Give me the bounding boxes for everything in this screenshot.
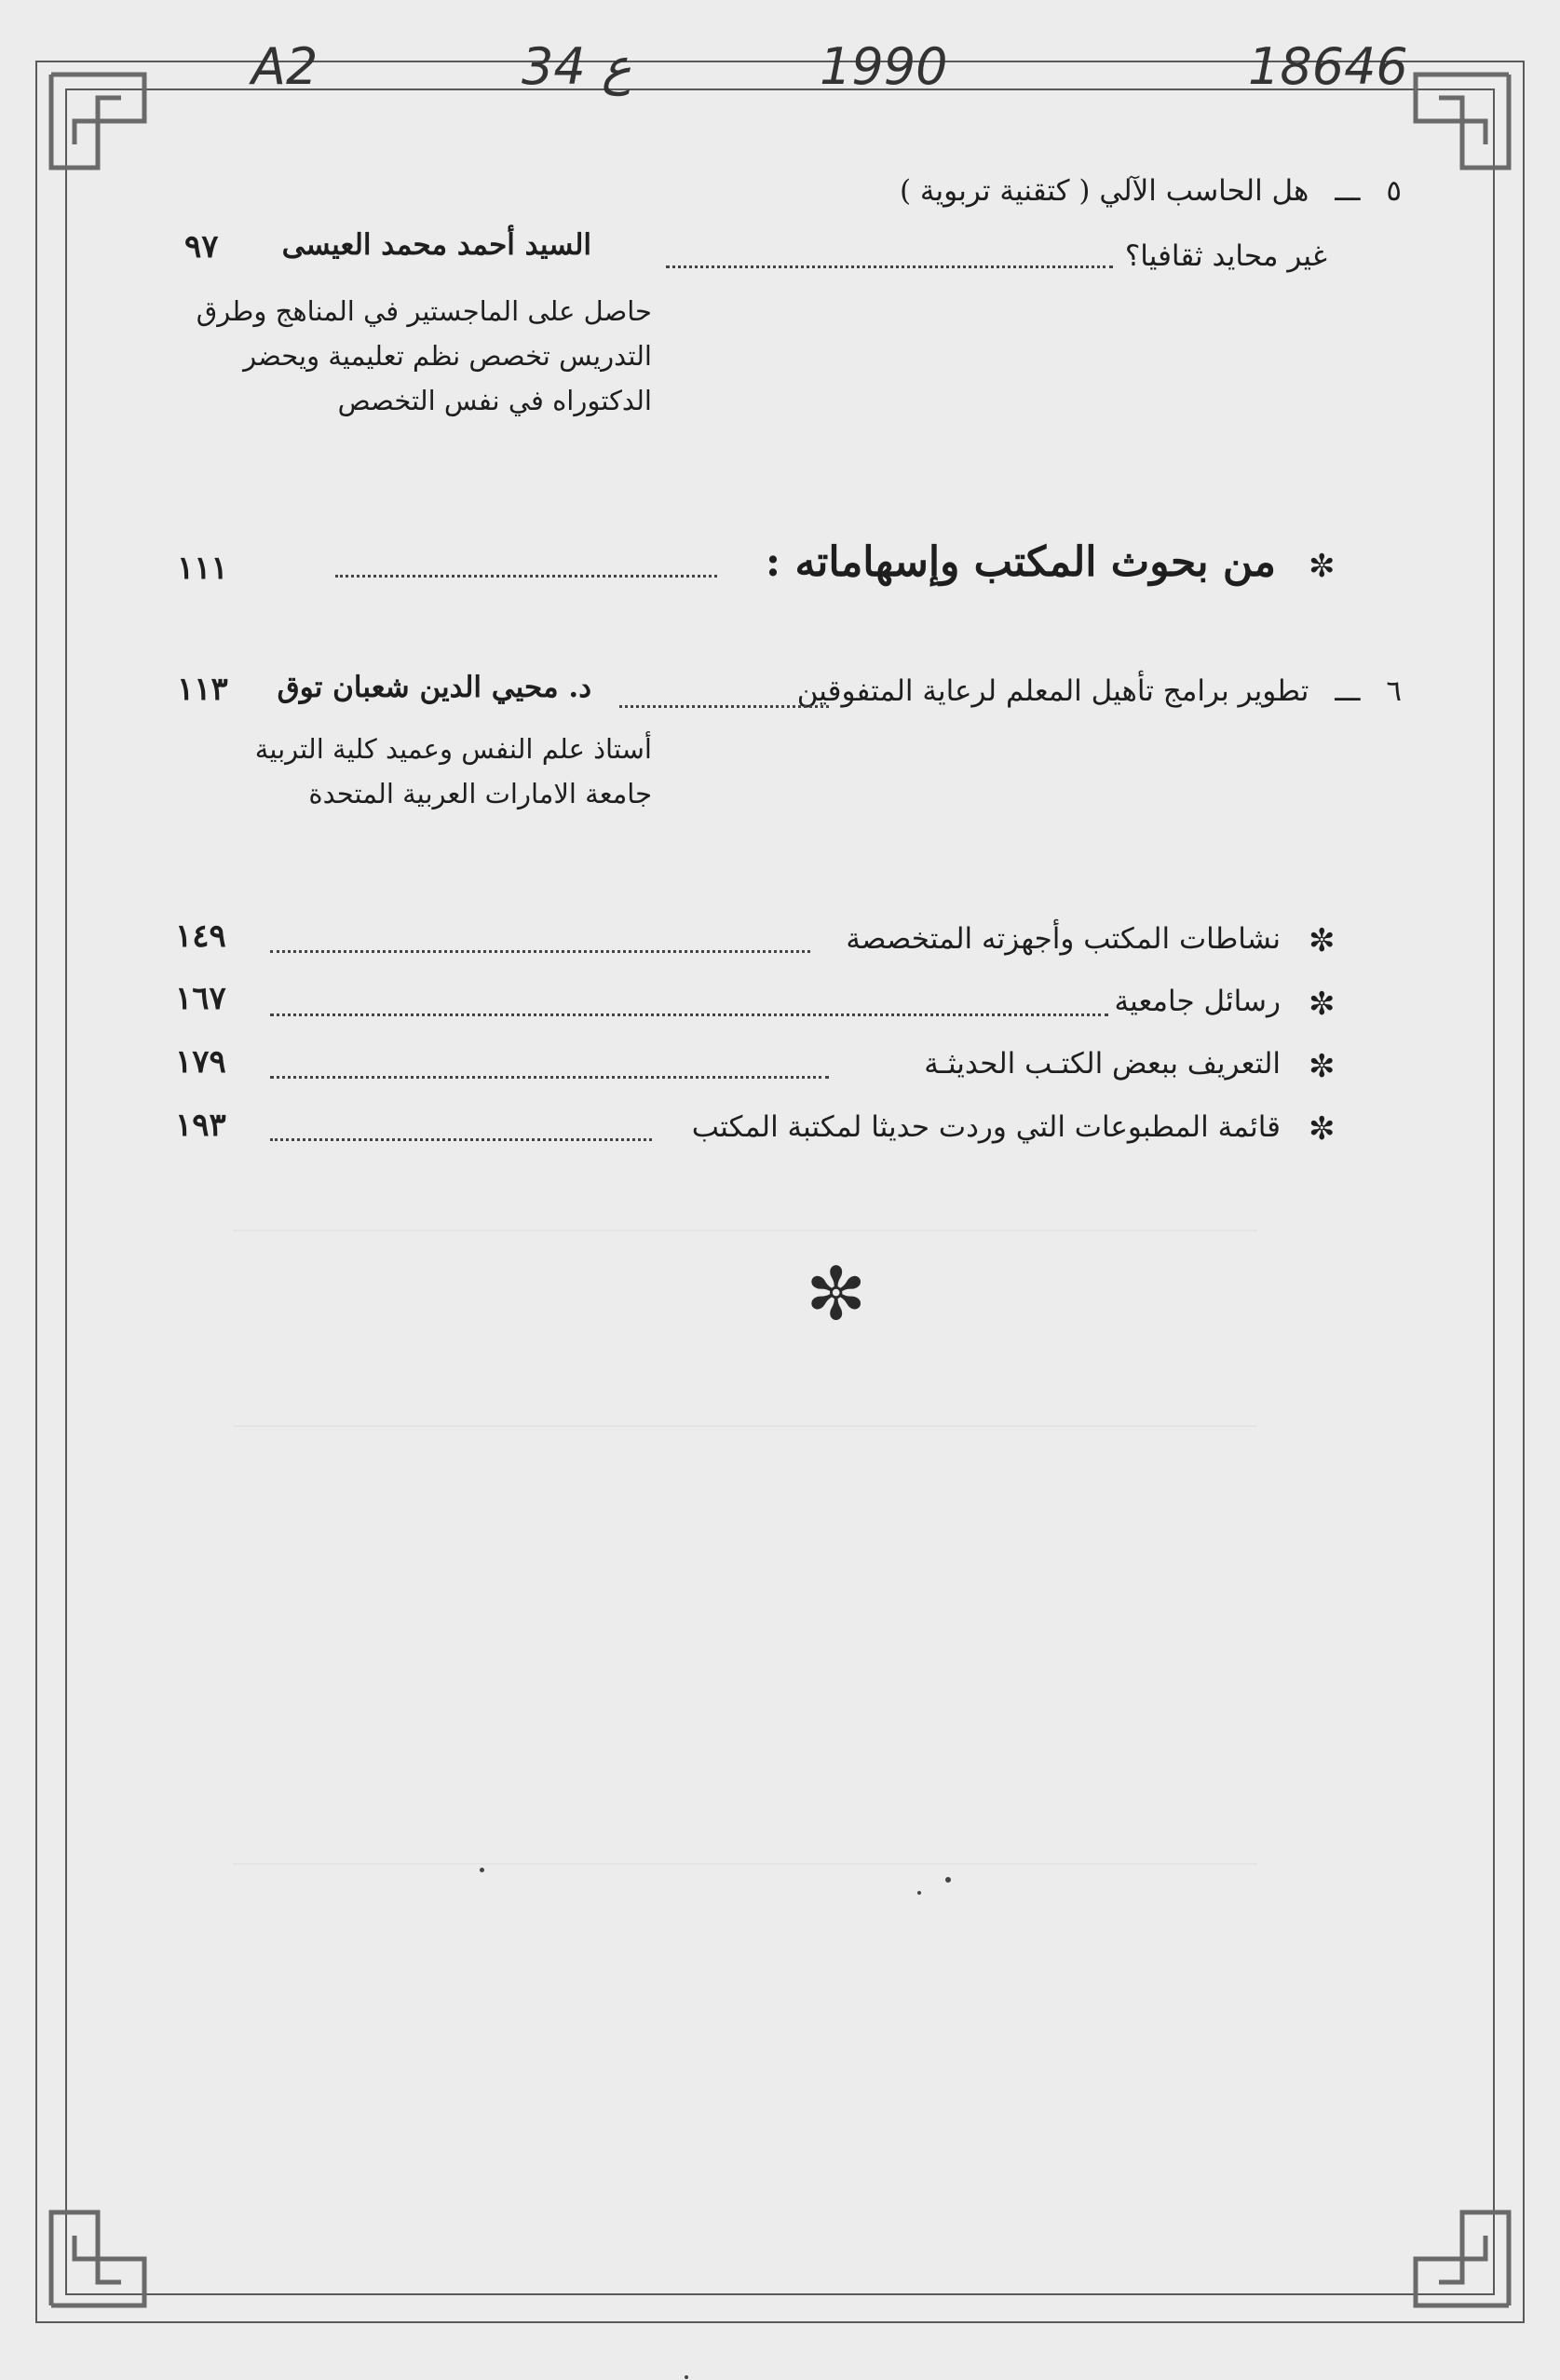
toc-entry-5-author-bio [168, 289, 652, 423]
section-page: ١١١ [177, 550, 228, 587]
paper-speck [480, 1868, 484, 1872]
misc-entry-leader [270, 1013, 1108, 1016]
section-star-icon: ✼ [1309, 548, 1336, 585]
bio-line: حاصل على الماجستير في المناهج وطرق [196, 295, 652, 327]
fret-corner-ornament-bottom-left [42, 2203, 154, 2315]
paper-speck [685, 2375, 688, 2379]
misc-star-icon: ✼ [1309, 986, 1336, 1023]
fret-corner-ornament-top-left [42, 65, 154, 177]
toc-entry-5-author: السيد أحمد محمد العيسى [281, 228, 591, 262]
paper-speck [917, 1891, 921, 1895]
misc-entry-leader [270, 1138, 652, 1141]
toc-entry-6-page: ١١٣ [177, 671, 228, 708]
handwritten-note-left: A2 [251, 37, 319, 96]
handwritten-note-year: 1990 [820, 37, 948, 96]
toc-entry-6-author: د. محيي الدين شعبان توق [277, 671, 591, 704]
toc-entry-6-title-text: تطوير برامج تأهيل المعلم لرعاية المتفوقين [796, 674, 1309, 708]
toc-entry-5-dash: ـــ [1335, 174, 1361, 208]
toc-entry-5-title-line2: غير محايد ثقافيا؟ [1124, 239, 1327, 273]
misc-star-icon: ✼ [1309, 922, 1336, 959]
misc-star-icon: ✼ [1309, 1048, 1336, 1085]
bleed-through-shadow [233, 1230, 1350, 2161]
toc-entry-5-title-line1 [900, 172, 1402, 210]
bio-line: الدكتوراه في نفس التخصص [337, 385, 652, 416]
toc-entry-5-title-text1: هل الحاسب الآلي ( كتقنية تربوية ) [899, 174, 1309, 208]
toc-entry-6-author-bio [168, 727, 652, 816]
toc-entry-6-number: ٦ [1386, 674, 1402, 708]
misc-entry-page: ١٩٣ [175, 1107, 226, 1144]
fret-corner-ornament-bottom-right [1406, 2203, 1518, 2315]
misc-entry-page: ١٦٧ [175, 980, 226, 1017]
paper-speck [945, 1877, 951, 1883]
misc-entry-leader [270, 950, 810, 953]
bio-line: جامعة الامارات العربية المتحدة [308, 778, 652, 809]
flower-ornament-icon: ✼ [806, 1253, 867, 1337]
section-leader [335, 575, 717, 578]
bio-line: أستاذ علم النفس وعميد كلية التربية [254, 733, 652, 765]
toc-entry-5-number: ٥ [1386, 174, 1402, 208]
misc-entry-title: نشاطات المكتب وأجهزته المتخصصة [846, 922, 1281, 956]
handwritten-note-middle: 34 ع [522, 37, 632, 96]
misc-entry-page: ١٤٩ [175, 918, 226, 955]
misc-entry-title: قائمة المطبوعات التي وردت حديثا لمكتبة المكتب [691, 1110, 1281, 1144]
toc-entry-6-title-line [797, 673, 1402, 710]
toc-entry-5-page: ٩٧ [184, 228, 219, 265]
misc-entry-page: ١٧٩ [175, 1043, 226, 1081]
misc-star-icon: ✼ [1309, 1110, 1336, 1148]
toc-entry-6-leader [619, 705, 829, 708]
toc-entry-6-dash: ـــ [1335, 674, 1361, 708]
misc-entry-leader [270, 1076, 829, 1079]
toc-entry-5-leader [666, 265, 1113, 268]
misc-entry-title: رسائل جامعية [1114, 985, 1281, 1018]
handwritten-note-right: 18646 [1248, 37, 1408, 96]
misc-entry-title: التعريف ببعض الكتـب الحديثـة [924, 1047, 1281, 1081]
section-heading: من بحوث المكتب وإسهاماته : [765, 538, 1276, 586]
bio-line: التدريس تخصص نظم تعليمية ويحضر [243, 340, 652, 372]
fret-corner-ornament-top-right [1406, 65, 1518, 177]
